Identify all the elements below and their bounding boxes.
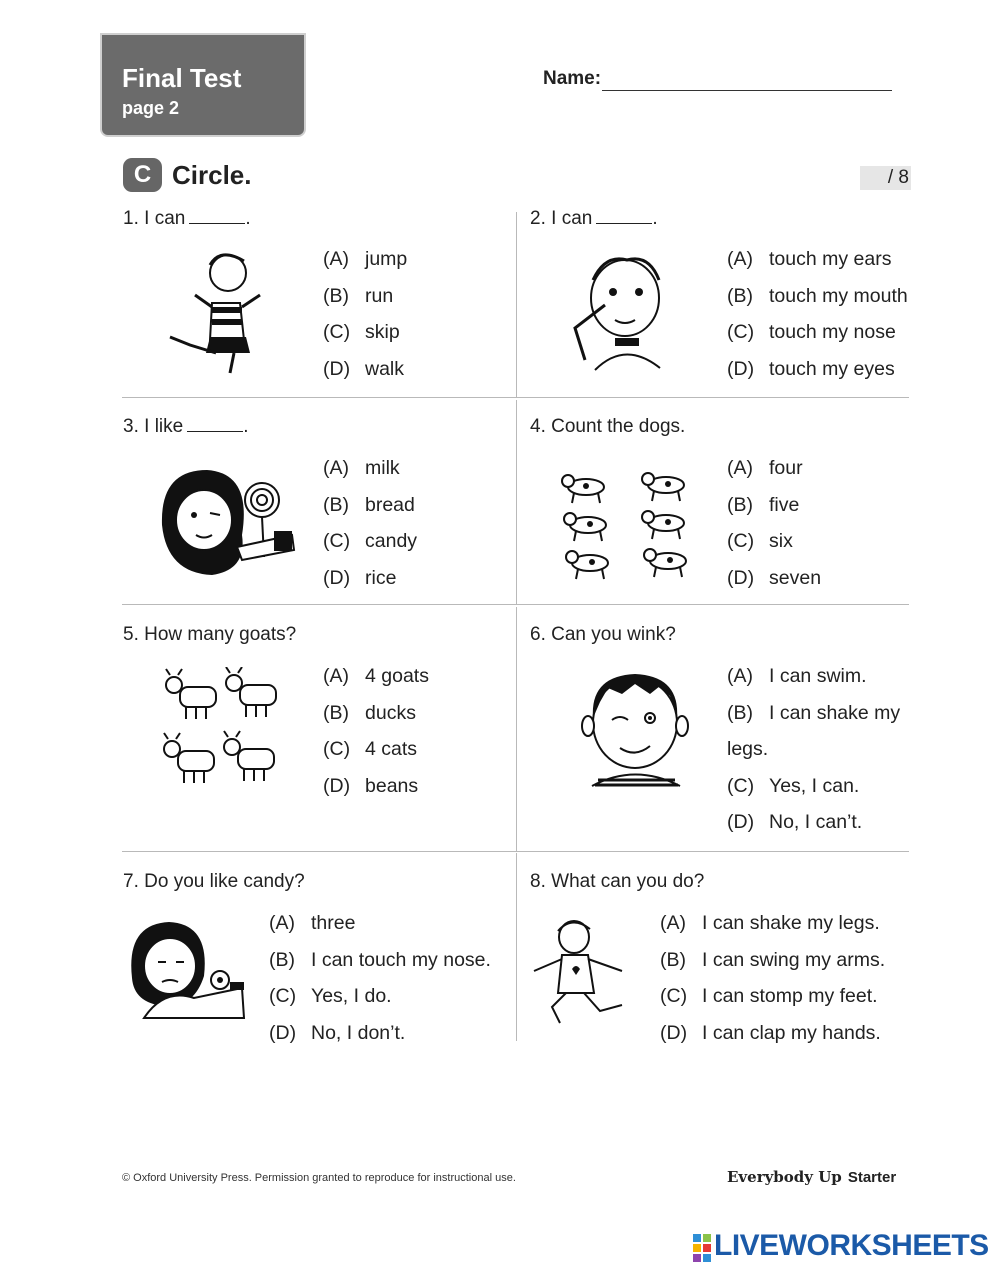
question-text: What can you do? — [551, 871, 705, 892]
dogs-illustration — [558, 465, 703, 585]
option-text: rice — [365, 566, 397, 589]
option-a[interactable] — [727, 241, 908, 278]
name-label: Name: — [543, 68, 602, 89]
option-letter: (D) — [269, 1021, 297, 1044]
option-b[interactable] — [323, 695, 429, 732]
dog-icon — [564, 513, 606, 541]
option-d[interactable] — [727, 560, 821, 597]
option-text: run — [365, 284, 394, 307]
question-suffix: . — [652, 208, 658, 229]
option-text: three — [311, 912, 356, 934]
option-letter: (D) — [727, 357, 755, 380]
option-letter: (C) — [727, 321, 755, 343]
option-d[interactable] — [660, 1015, 885, 1052]
goats-illustration — [158, 667, 283, 792]
question-number: 6. — [530, 624, 546, 645]
option-b[interactable] — [269, 942, 491, 979]
option-text: walk — [365, 357, 405, 380]
dog-icon — [644, 549, 686, 577]
option-letter: (C) — [727, 774, 755, 797]
option-a[interactable] — [323, 450, 417, 487]
options-2 — [727, 241, 908, 387]
option-a[interactable] — [323, 658, 429, 695]
option-text: jump — [365, 248, 408, 270]
option-b[interactable] — [727, 695, 900, 732]
question-text: I can — [551, 208, 593, 229]
option-letter: (A) — [323, 665, 349, 687]
question-5 — [123, 624, 296, 646]
option-text: I can swim. — [769, 665, 867, 687]
dog-icon — [642, 511, 684, 539]
option-c[interactable] — [323, 523, 417, 560]
girl-skipping-illustration — [160, 245, 280, 380]
option-letter: (B) — [660, 948, 686, 971]
option-d[interactable] — [269, 1015, 491, 1052]
option-a[interactable] — [727, 450, 821, 487]
option-d[interactable] — [323, 560, 417, 597]
copyright-notice: © Oxford University Press. Permission granted to reproduce for instructional use. — [122, 1172, 516, 1184]
question-2 — [530, 208, 658, 230]
option-letter: (C) — [269, 985, 297, 1007]
goat-icon — [226, 667, 276, 717]
liveworksheets-logo-icon — [693, 1232, 713, 1264]
goat-icon — [224, 731, 274, 781]
goat-icon — [166, 669, 216, 719]
option-letter: (C) — [323, 530, 351, 552]
option-letter: (D) — [727, 811, 755, 833]
option-text: No, I can’t. — [769, 811, 863, 833]
option-letter: (B) — [323, 284, 349, 307]
option-letter: (C) — [323, 321, 351, 343]
dog-icon — [642, 473, 684, 501]
option-d[interactable] — [323, 768, 429, 805]
option-letter: (B) — [323, 493, 349, 516]
girl-stomping-illustration — [522, 915, 637, 1035]
question-suffix: . — [243, 416, 249, 437]
option-letter: (B) — [323, 701, 349, 724]
option-letter: (D) — [323, 566, 351, 589]
option-text: Yes, I do. — [311, 985, 392, 1007]
option-text: I can shake my legs. — [702, 912, 880, 934]
option-letter: (D) — [660, 1021, 688, 1044]
question-7 — [123, 871, 305, 893]
options-6 — [727, 658, 900, 841]
option-text: No, I don’t. — [311, 1021, 406, 1044]
name-field[interactable] — [602, 90, 892, 91]
option-letter: (B) — [727, 493, 753, 516]
option-d[interactable] — [727, 804, 900, 841]
option-text: milk — [365, 457, 400, 479]
question-number: 3. — [123, 416, 139, 437]
grid-divider — [516, 212, 517, 398]
question-number: 8. — [530, 871, 546, 892]
option-text: touch my ears — [769, 248, 892, 270]
option-letter: (C) — [727, 530, 755, 552]
question-3 — [123, 416, 249, 438]
question-4 — [530, 416, 685, 438]
question-text: Count the dogs. — [551, 416, 686, 437]
option-letter: (C) — [323, 738, 351, 760]
option-b[interactable] — [660, 942, 885, 979]
option-text: seven — [769, 566, 822, 589]
section-title: Circle. — [172, 160, 252, 190]
option-a[interactable] — [660, 905, 885, 942]
option-c[interactable] — [323, 731, 429, 768]
option-text: I can clap my hands. — [702, 1021, 881, 1044]
option-a[interactable] — [727, 658, 900, 695]
grid-divider — [516, 853, 517, 1041]
options-3 — [323, 450, 417, 596]
option-text: 4 cats — [365, 738, 418, 760]
question-text: Can you wink? — [551, 624, 676, 645]
grid-divider — [516, 400, 517, 605]
option-letter: (D) — [323, 774, 351, 797]
option-c[interactable] — [323, 314, 407, 351]
option-letter: (C) — [660, 985, 688, 1007]
question-6 — [530, 624, 676, 646]
question-number: 4. — [530, 416, 546, 437]
option-text: touch my eyes — [769, 357, 895, 380]
option-d[interactable] — [727, 351, 908, 388]
liveworksheets-watermark: LIVEWORKSHEETS — [714, 1229, 989, 1262]
option-text: six — [769, 530, 793, 552]
girl-with-candy-illustration — [124, 918, 249, 1026]
option-a[interactable] — [323, 241, 407, 278]
question-8 — [530, 871, 704, 893]
option-letter: (D) — [727, 566, 755, 589]
test-title-tab — [102, 35, 304, 135]
option-text: beans — [365, 774, 419, 797]
goat-icon — [164, 733, 214, 783]
dog-icon — [566, 551, 608, 579]
option-letter: (A) — [727, 457, 753, 479]
question-number: 2. — [530, 208, 546, 229]
question-1 — [123, 208, 251, 230]
grid-divider — [516, 607, 517, 851]
page-label: page 2 — [122, 98, 180, 118]
question-number: 1. — [123, 208, 139, 229]
option-text: bread — [365, 493, 415, 516]
grid-divider — [122, 397, 909, 398]
option-text: candy — [365, 530, 418, 552]
option-letter: (A) — [727, 665, 753, 687]
options-4 — [727, 450, 821, 596]
answer-blank — [596, 211, 652, 224]
option-b[interactable] — [323, 487, 417, 524]
answer-blank — [187, 419, 243, 432]
question-suffix: . — [245, 208, 251, 229]
options-5 — [323, 658, 429, 804]
option-text: 4 goats — [365, 665, 429, 687]
option-c[interactable] — [727, 768, 900, 805]
option-letter: (B) — [727, 701, 753, 724]
option-text: I can shake my — [769, 701, 901, 724]
options-1 — [323, 241, 407, 387]
brand-level: Starter — [847, 1169, 897, 1186]
grid-divider — [122, 851, 909, 852]
girl-with-lollipop-illustration — [152, 465, 297, 580]
option-b-continued: legs. — [727, 738, 769, 760]
option-b[interactable] — [727, 487, 821, 524]
section-letter-badge: C — [123, 158, 162, 192]
option-text: four — [769, 457, 803, 479]
option-letter: (A) — [269, 912, 295, 934]
option-letter: (A) — [323, 248, 349, 270]
option-text: five — [769, 493, 800, 516]
options-8 — [660, 905, 885, 1051]
question-text: How many goats? — [144, 624, 297, 645]
question-text: I like — [144, 416, 184, 437]
option-letter: (D) — [323, 357, 351, 380]
option-text: I can touch my nose. — [311, 948, 491, 971]
question-text: I can — [144, 208, 186, 229]
option-letter: (A) — [727, 248, 753, 270]
score-label: / 8 — [887, 167, 909, 188]
option-letter: (B) — [269, 948, 295, 971]
question-text: Do you like candy? — [144, 871, 305, 892]
option-b[interactable] — [727, 278, 908, 315]
series-brand — [727, 1168, 896, 1186]
dog-icon — [562, 475, 604, 503]
option-text: Yes, I can. — [769, 774, 860, 797]
option-text: ducks — [365, 701, 416, 724]
brand-name: Everybody Up — [727, 1168, 842, 1186]
question-number: 5. — [123, 624, 139, 645]
option-a[interactable] — [269, 905, 491, 942]
option-text: touch my nose — [769, 321, 896, 343]
option-c[interactable] — [269, 978, 491, 1015]
option-text: I can swing my arms. — [702, 948, 886, 971]
option-b[interactable] — [323, 278, 407, 315]
test-title: Final Test — [122, 63, 242, 93]
option-letter: (B) — [727, 284, 753, 307]
option-text: touch my mouth — [769, 284, 908, 307]
option-text: I can stomp my feet. — [702, 985, 878, 1007]
option-letter: (A) — [660, 912, 686, 934]
option-letter: (A) — [323, 457, 349, 479]
options-7 — [269, 905, 491, 1051]
boy-winking-illustration — [580, 668, 690, 793]
option-c[interactable] — [727, 523, 821, 560]
option-c[interactable] — [660, 978, 885, 1015]
answer-blank — [189, 211, 245, 224]
boy-touching-nose-illustration — [565, 250, 670, 375]
option-c[interactable] — [727, 314, 908, 351]
question-number: 7. — [123, 871, 139, 892]
grid-divider — [122, 604, 909, 605]
option-text: skip — [365, 321, 400, 343]
score-box — [860, 166, 911, 190]
option-d[interactable] — [323, 351, 407, 388]
